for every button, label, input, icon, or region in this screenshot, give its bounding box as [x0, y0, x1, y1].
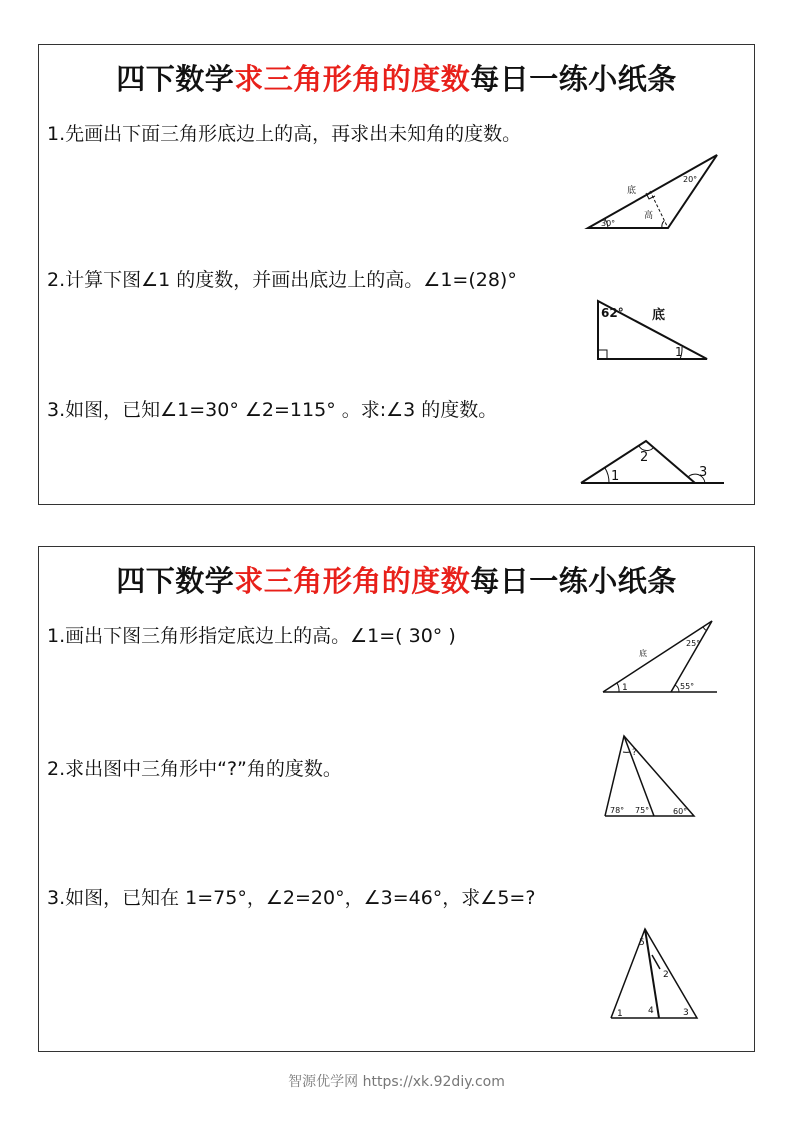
svg-text:4: 4: [648, 1006, 654, 1016]
svg-text:底: 底: [652, 308, 666, 323]
svg-text:20°: 20°: [683, 175, 698, 184]
svg-text:62°: 62°: [601, 306, 624, 320]
footer-watermark: 智源优学网 https://xk.92diy.com: [288, 1074, 505, 1090]
svg-text:1: 1: [611, 469, 620, 484]
question-2: 2.计算下图∠1 的度数，并画出底边上的高。∠1=(28)°: [47, 269, 517, 291]
triangle-figure-1: [584, 150, 724, 230]
svg-text:1: 1: [617, 1009, 623, 1019]
svg-text:2: 2: [640, 450, 649, 465]
svg-text:55°: 55°: [680, 682, 695, 691]
svg-text:75°: 75°: [635, 806, 650, 815]
svg-text:底: 底: [627, 186, 637, 196]
question-1: 1.画出下图三角形指定底边上的高。∠1=( 30° ): [47, 625, 456, 647]
svg-text:高: 高: [644, 211, 654, 221]
svg-text:1: 1: [622, 683, 628, 693]
svg-text:30°: 30°: [601, 219, 616, 228]
triangle-figure-2: [592, 295, 712, 365]
svg-text:3: 3: [699, 465, 708, 480]
question-3: 3.如图，已知∠1=30° ∠2=115° 。求:∠3 的度数。: [47, 399, 498, 421]
triangle-figure-6: [603, 925, 703, 1025]
exercise-card-2: [38, 546, 755, 1052]
question-2: 2.求出图中三角形中“?”角的度数。: [47, 758, 342, 780]
triangle-figure-5: [601, 732, 701, 822]
card-title: 四下数学求三角形角的度数每日一练小纸条: [116, 62, 677, 96]
svg-text:3: 3: [683, 1008, 689, 1018]
question-3: 3.如图，已知在 1=75°，∠2=20°，∠3=46°，求∠5=?: [47, 887, 536, 909]
svg-text:78°: 78°: [610, 806, 625, 815]
svg-text:底: 底: [639, 649, 647, 658]
svg-text:2: 2: [663, 970, 669, 980]
svg-text:5: 5: [639, 938, 645, 948]
triangle-figure-4: [599, 617, 724, 697]
svg-text:1: 1: [675, 345, 683, 359]
svg-text:?: ?: [632, 748, 637, 758]
exercise-card-1: [38, 44, 755, 505]
svg-text:60°: 60°: [673, 807, 688, 816]
svg-text:25°: 25°: [686, 639, 701, 648]
question-1: 1.先画出下面三角形底边上的高，再求出未知角的度数。: [47, 123, 522, 145]
triangle-figure-3: [579, 433, 729, 489]
card-title: 四下数学求三角形角的度数每日一练小纸条: [116, 564, 677, 598]
